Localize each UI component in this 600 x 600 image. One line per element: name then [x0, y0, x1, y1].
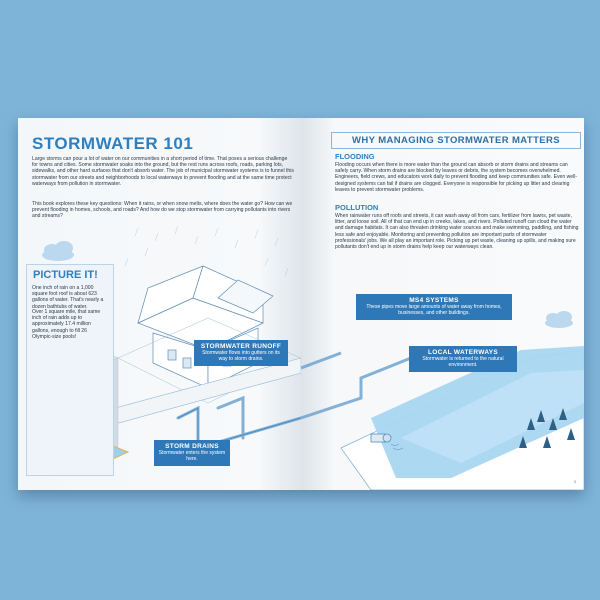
storm-drains-callout — [154, 440, 230, 466]
drains-title: STORM DRAINS — [165, 443, 219, 450]
flooding-heading: FLOODING — [335, 152, 375, 161]
intro-paragraph: Large storms can pour a lot of water on our communities in a short period of time. That poses a serious challenge for towns and cities. Some stormwater soaks into the ground, but the rest runs across roofs, roads, parking lots, sidewalks, and other hard surfaces that don't absorb water. The job of municipal stormwater systems is to funnel this stormwater from our streets and neighborhoods to local waterways to prevent flooding and at the same time protect waterways from pollution in stormwater. — [32, 156, 294, 187]
local-waterways-callout — [409, 346, 517, 372]
page-title: STORMWATER 101 — [32, 134, 194, 153]
cloud-icon — [545, 311, 573, 328]
picture-it-box — [26, 264, 114, 476]
runoff-title: STORMWATER RUNOFF — [200, 343, 282, 350]
waterways-text: Stormwater is returned to the natural environment. — [422, 356, 504, 368]
flooding-paragraph: Flooding occurs when there is more water than the ground can absorb or storm drains and streams can safely carry. When storm drains are blocked by leaves or debris, the system becomes overwhelmed. Engineers, field crews, and educators work daily to prevent flooding and keep communities safe. Even well-designed systems can fail if drains are clogged. Everyone is responsible for picking up litter and clearing leaves to prevent stormwater problems. — [335, 162, 578, 193]
stormwater-runoff-callout — [194, 340, 288, 366]
pollution-paragraph: When rainwater runs off roofs and streets, it can wash away oil from cars, fertilizer from lawns, pet waste, litter, and loose soil. All of that can end up in creeks, lakes, and rivers. Polluted runoff can cloud the water and damage habitats. It can also threaten drinking water sources and make swimming, paddling, and fishing less safe and enjoyable. Monitoring and preventing pollution are important parts of stormwater professionals' jobs. We all play an important role. Picking up pet waste, cleaning up spills, and making sure pollutants don't end up in storm drains help keep our waterways clean. — [335, 213, 579, 251]
right-page — [301, 118, 584, 490]
waterways-title: LOCAL WATERWAYS — [428, 349, 498, 356]
picture-it-title: PICTURE IT! — [33, 269, 98, 281]
picture-it-text-2: Over 1 square mile, that same inch of rain adds up to approximately 17.4 million gallons, enough to fill 26 Olympic-size pools! — [32, 309, 101, 340]
ms4-text: These pipes move large amounts of water away from homes, businesses, and other buildings. — [366, 304, 502, 316]
ms4-title: MS4 SYSTEMS — [409, 297, 459, 304]
drains-text: Stormwater enters the system here. — [158, 450, 226, 462]
questions-paragraph: This book explores these key questions: When it rains, or when snow melts, where does the water go? How can we prevent flooding in homes, schools, and roads? And how do we stop stormwater from carrying pollutants into rivers and streams? — [32, 201, 293, 220]
runoff-text: Stormwater flows into gutters on its way to storm drains. — [202, 350, 280, 362]
right-page-title: WHY MANAGING STORMWATER MATTERS — [331, 132, 581, 149]
page-number: 3 — [573, 479, 576, 484]
picture-it-text-1: One inch of rain on a 1,000 square foot roof is about 623 gallons of water. That's nearly a dozen bathtubs of water. — [32, 285, 104, 310]
left-page — [18, 118, 301, 490]
ms4-systems-callout — [356, 294, 512, 320]
pollution-heading: POLLUTION — [335, 203, 379, 212]
open-booklet — [18, 118, 584, 490]
cloud-icon — [42, 241, 74, 261]
